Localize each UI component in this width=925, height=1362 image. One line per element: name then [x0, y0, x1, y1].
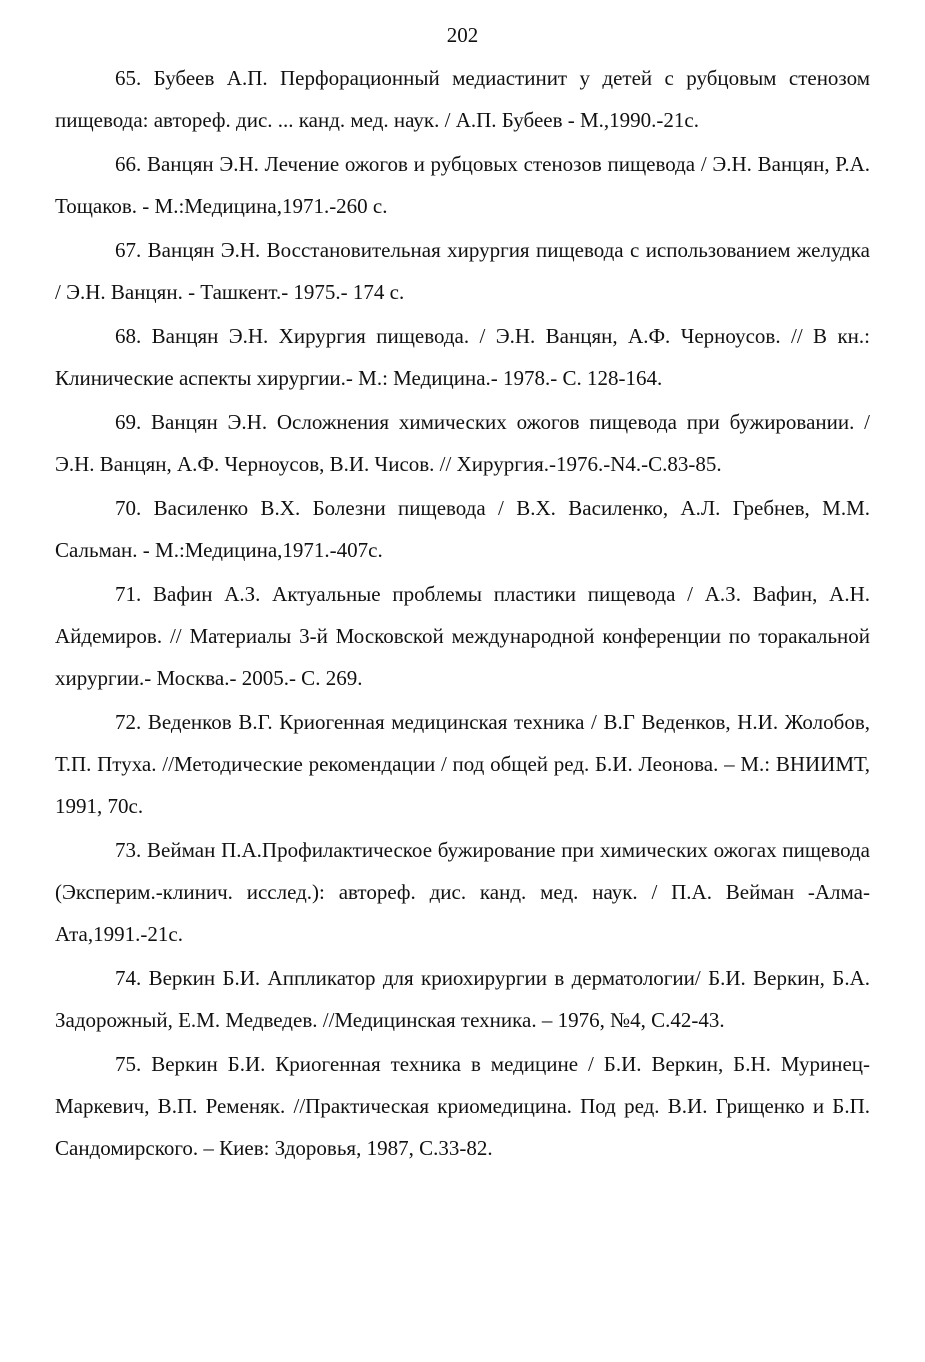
- reference-item-67: 67. Ванцян Э.Н. Восстановительная хирургия пищевода с использованием желудка / Э.Н. Ванцян. - Ташкент.- 1975.- 174 с.: [55, 238, 870, 304]
- reference-item-65: 65. Бубеев А.П. Перфорационный медиастинит у детей с рубцовым стенозом пищевода: автореф. дис. ... канд. мед. наук. / А.П. Бубеев - М.,1990.-21с.: [55, 66, 870, 132]
- reference-item-70: 70. Василенко В.Х. Болезни пищевода / В.Х. Василенко, А.Л. Гребнев, М.М. Сальман. - М.:Медицина,1971.-407с.: [55, 496, 870, 562]
- reference-item-72: 72. Веденков В.Г. Криогенная медицинская техника / В.Г Веденков, Н.И. Жолобов, Т.П. Птуха. //Методические рекомендации / под общей ред. Б.И. Леонова. – М.: ВНИИМТ, 1991, 70с.: [55, 710, 870, 818]
- reference-list: [55, 57, 870, 1171]
- reference-item-69: 69. Ванцян Э.Н. Осложнения химических ожогов пищевода при бужировании. / Э.Н. Ванцян, А.Ф. Черноусов, В.И. Чисов. // Хирургия.-1976.-N4.-С.83-85.: [55, 410, 870, 476]
- reference-item-66: 66. Ванцян Э.Н. Лечение ожогов и рубцовых стенозов пищевода / Э.Н. Ванцян, Р.А. Тощаков. - М.:Медицина,1971.-260 с.: [55, 152, 870, 218]
- page-number: 202: [446, 23, 479, 47]
- reference-item-68: 68. Ванцян Э.Н. Хирургия пищевода. / Э.Н. Ванцян, А.Ф. Черноусов. // В кн.: Клинические аспекты хирургии.- М.: Медицина.- 1978.- С. 128-164.: [55, 324, 870, 390]
- reference-item-74: 74. Веркин Б.И. Аппликатор для криохирургии в дерматологии/ Б.И. Веркин, Б.А. Задорожный, Е.М. Медведев. //Медицинская техника. – 1976, №4, С.42-43.: [55, 966, 870, 1032]
- reference-item-71: 71. Вафин А.З. Актуальные проблемы пластики пищевода / А.З. Вафин, А.Н. Айдемиров. // Материалы 3-й Московской международной конференции по торакальной хирургии.- Москва.- 2005.- С. 269.: [55, 582, 870, 690]
- reference-item-73: 73. Вейман П.А.Профилактическое бужирование при химических ожогах пищевода (Эксперим.-клинич. исслед.): автореф. дис. канд. мед. наук. / П.А. Вейман -Алма-Ата,1991.-21с.: [55, 838, 870, 946]
- reference-item-75: 75. Веркин Б.И. Криогенная техника в медицине / Б.И. Веркин, Б.Н. Муринец-Маркевич, В.П. Ременяк. //Практическая криомедицина. Под ред. В.И. Грищенко и Б.П. Сандомирского. – Киев: Здоровья, 1987, С.33-82.: [55, 1052, 870, 1160]
